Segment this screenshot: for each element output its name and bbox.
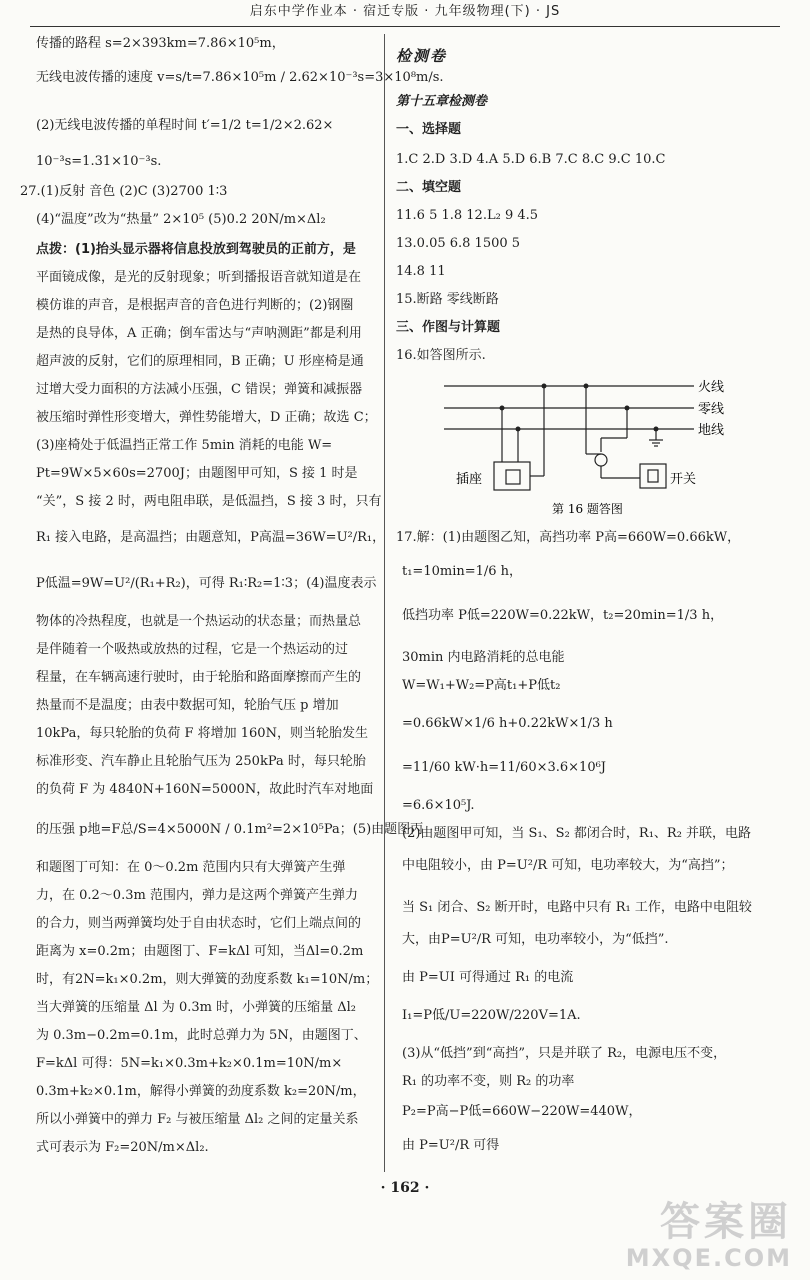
text-line: 物体的冷热程度，也就是一个热运动的状态量；而热量总 (36, 614, 362, 629)
text-line: 所以小弹簧中的弹力 F₂ 与被压缩量 Δl₂ 之间的定量关系 (36, 1112, 359, 1127)
text-line: 0.3m+k₂×0.1m，解得小弹簧的劲度系数 k₂=20N/m， (36, 1084, 366, 1099)
text-line: 中电阻较小，由 P=U²/R 可知，电功率较大，为“高挡”； (402, 858, 734, 873)
ground-label: 地线 (698, 423, 725, 438)
text-line: 低挡功率 P低=220W=0.22kW，t₂=20min=1/3 h， (402, 608, 724, 623)
text-line: R₁ 接入电路，是高温挡；由题意知，P高温=36W=U²/R₁， (36, 530, 386, 545)
switch-label: 开关 (670, 472, 697, 487)
question-16: 16.如答图所示. (396, 348, 486, 363)
text-line: 大，由P=U²/R 可知，电功率较小，为“低挡”. (402, 932, 669, 947)
switch-icon (648, 470, 658, 482)
section-heading: 一、选择题 (396, 122, 462, 137)
text-line: 的负荷 F 为 4840N+160N=5000N，故此时汽车对地面 (36, 782, 374, 797)
text-line: 式可表示为 F₂=20N/m×Δl₂. (36, 1140, 209, 1155)
text-line: 的合力，则当两弹簧均处于自由状态时，它们上端点间的 (36, 916, 362, 931)
text-line: 距离为 x=0.2m；由题图丁、F=kΔl 可知，当Δl=0.2m (36, 944, 364, 959)
text-line: (3)座椅处于低温挡正常工作 5min 消耗的电能 W= (36, 438, 333, 453)
section-title: 检测卷 (396, 47, 448, 65)
watermark-text: 答案圈 (660, 1199, 792, 1245)
text-line: 力，在 0.2～0.3m 范围内，弹力是这两个弹簧产生弹力 (36, 888, 358, 903)
text-line: “关”，S 接 2 时，两电阻串联，是低温挡，S 接 3 时，只有 (36, 494, 382, 509)
text-line: =6.6×10⁵J. (402, 798, 475, 813)
question-17: 17.解：(1)由题图乙知，高挡功率 P高=660W=0.66kW， (396, 530, 741, 545)
text-line: P低温=9W=U²/(R₁+R₂)，可得 R₁∶R₂=1∶3；(4)温度表示 (36, 576, 377, 591)
section-heading: 二、填空题 (396, 180, 462, 195)
text-line: F=kΔl 可得：5N=k₁×0.3m+k₂×0.1m=10N/m× (36, 1056, 343, 1071)
text-line: (4)“温度”改为“热量” 2×10⁵ (5)0.2 20N/m×Δl₂ (36, 212, 326, 227)
text-line: (2)由题图甲可知，当 S₁、S₂ 都闭合时，R₁、R₂ 并联，电路 (402, 826, 752, 841)
socket-icon (506, 470, 520, 484)
figure-caption: 第 16 题答图 (552, 502, 623, 516)
text-line: W=W₁+W₂=P高t₁+P低t₂ (402, 678, 561, 693)
text-line: 10kPa，每只轮胎的负荷 F 将增加 160N，则当轮胎发生 (36, 726, 368, 741)
text-line: 当 S₁ 闭合、S₂ 断开时，电路中只有 R₁ 工作，电路中电阻较 (402, 900, 752, 915)
text-line: 由 P=U²/R 可得 (402, 1138, 500, 1153)
fill-answer: 15.断路 零线断路 (396, 292, 499, 307)
text-line: 传播的路程 s=2×393km=7.86×10⁵m， (36, 36, 285, 51)
choice-answers: 1.C 2.D 3.D 4.A 5.D 6.B 7.C 8.C 9.C 10.C (396, 152, 666, 167)
watermark-logo (626, 1200, 792, 1272)
text-line: 被压缩时弹性形变增大，弹性势能增大，D 正确；故选 C； (36, 410, 377, 425)
text-line: 程量，在车辆高速行驶时，由于轮胎和路面摩擦而产生的 (36, 670, 362, 685)
text-line: =11/60 kW·h=11/60×3.6×10⁶J (402, 760, 607, 775)
text-line: 热量而不是温度；由表中数据可知，轮胎气压 p 增加 (36, 698, 339, 713)
socket-box (494, 462, 530, 490)
text-line: 过增大受力面积的方法减小压强，C 错误；弹簧和减振器 (36, 382, 363, 397)
text-line: 为 0.3m−0.2m=0.1m，此时总弹力为 5N，由题图丁、 (36, 1028, 367, 1043)
text-line: 30min 内电路消耗的总电能 (402, 650, 565, 665)
text-line: 平面镜成像，是光的反射现象；听到播报语音就知道是在 (36, 270, 362, 285)
text-line: 模仿谁的声音，是根据声音的音色进行判断的；(2)钢圈 (36, 298, 354, 313)
page-number: · 162 · (380, 1180, 430, 1196)
lamp-icon (595, 454, 607, 466)
text-line: Pt=9W×5×60s=2700J；由题图甲可知，S 接 1 时是 (36, 466, 358, 481)
column-divider (384, 34, 385, 1172)
circuit-diagram (434, 376, 754, 521)
text-line: 时，有2N=k₁×0.2m，则大弹簧的劲度系数 k₁=10N/m； (36, 972, 379, 987)
text-line: (2)无线电波传播的单程时间 t′=1/2 t=1/2×2.62× (36, 118, 334, 133)
text-line: t₁=10min=1/6 h， (402, 564, 523, 579)
text-line: I₁=P低/U=220W/220V=1A. (402, 1008, 581, 1023)
switch-box (640, 464, 666, 488)
text-line: 是伴随着一个吸热或放热的过程，它是一个热运动的过 (36, 642, 349, 657)
answer-27: 27.(1)反射 音色 (2)C (3)2700 1∶3 (20, 184, 228, 199)
fill-answer: 14.8 11 (396, 264, 446, 279)
text-line: 无线电波传播的速度 v=s/t=7.86×10⁵m / 2.62×10⁻³s=3×10⁸m/s. (36, 70, 444, 85)
text-line: 和题图丁可知：在 0～0.2m 范围内只有大弹簧产生弹 (36, 860, 346, 875)
text-line: R₁ 的功率不变，则 R₂ 的功率 (402, 1074, 575, 1089)
neutral-label: 零线 (698, 402, 725, 417)
socket-label: 插座 (456, 472, 483, 487)
text-line: =0.66kW×1/6 h+0.22kW×1/3 h (402, 716, 613, 731)
text-line: 标准形变、汽车静止且轮胎气压为 250kPa 时，每只轮胎 (36, 754, 366, 769)
fill-answer: 11.6 5 1.8 12.L₂ 9 4.5 (396, 208, 539, 223)
hint-paragraph: 点拨：(1)抬头显示器将信息投放到驾驶员的正前方，是 (36, 242, 356, 257)
text-line: (3)从“低挡”到“高挡”，只是并联了 R₂，电源电压不变， (402, 1046, 727, 1061)
chapter-test-title: 第十五章检测卷 (396, 94, 488, 109)
text-line: 由 P=UI 可得通过 R₁ 的电流 (402, 970, 574, 985)
text-line: 是热的良导体，A 正确；倒车雷达与“声呐测距”都是利用 (36, 326, 362, 341)
watermark-url: MXQE.COM (625, 1244, 792, 1272)
text-line: 的压强 p地=F总/S=4×5000N / 0.1m²=2×10⁵Pa；(5)由题图丙 (36, 822, 424, 837)
section-heading: 三、作图与计算题 (396, 320, 501, 335)
fill-answer: 13.0.05 6.8 1500 5 (396, 236, 521, 251)
text-line: 10⁻³s=1.31×10⁻³s. (36, 154, 162, 169)
text-line: 当大弹簧的压缩量 Δl 为 0.3m 时，小弹簧的压缩量 Δl₂ (36, 1000, 356, 1015)
page-header: 启东中学作业本 · 宿迁专版 · 九年级物理(下) · JS (30, 0, 780, 27)
live-label: 火线 (698, 380, 725, 395)
text-line: P₂=P高−P低=660W−220W=440W， (402, 1104, 642, 1119)
text-line: 超声波的反射，它们的原理相同，B 正确；U 形座椅是通 (36, 354, 364, 369)
